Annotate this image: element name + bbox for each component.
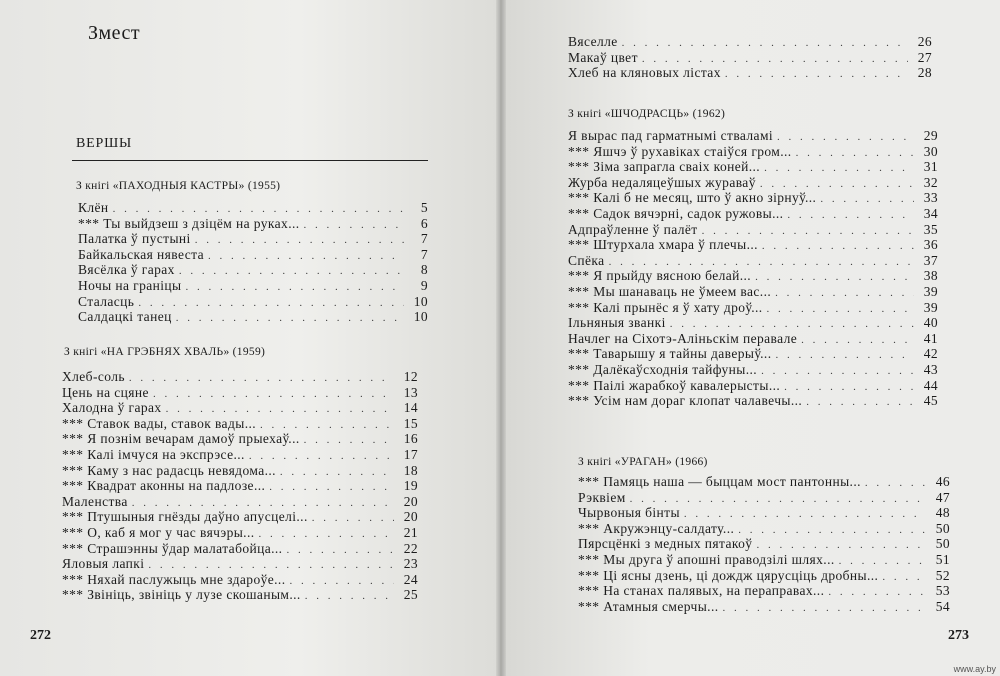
toc-entry-title: *** О, каб я мог у час вячэры... xyxy=(62,524,255,540)
toc-entry-title: *** Штурхала хмара ў плечы... xyxy=(568,237,758,253)
dot-leader xyxy=(286,543,394,559)
dot-leader xyxy=(179,264,404,280)
toc-entry-title: *** Памяць наша — быццам мост пантонны... xyxy=(578,474,861,489)
dot-leader xyxy=(725,67,908,83)
toc-entry-page: 5 xyxy=(420,200,428,215)
toc-entry-page: 6 xyxy=(420,215,428,231)
toc-entry xyxy=(62,400,418,416)
toc-entry-title: Макаў цвет xyxy=(568,49,638,65)
book-heading: З кнігі «УРАГАН» (1966) xyxy=(578,456,708,468)
toc-entry xyxy=(62,385,418,401)
toc-entry-page: 7 xyxy=(420,246,428,262)
toc-entry-page: 38 xyxy=(923,268,938,284)
toc-entry-title: Вяселле xyxy=(568,34,618,49)
section-divider xyxy=(72,160,428,161)
toc-entry xyxy=(578,521,950,537)
toc-entry-title: Чырвоныя бінты xyxy=(578,505,680,521)
toc-entry-title: Я вырас пад гарматнымі стваламі xyxy=(568,128,774,143)
toc-entry xyxy=(62,447,418,463)
toc-entry xyxy=(578,583,950,599)
toc-entry xyxy=(62,587,418,603)
toc-list xyxy=(578,474,950,614)
toc-list xyxy=(568,34,932,81)
dot-leader xyxy=(767,302,914,318)
toc-entry xyxy=(578,552,950,568)
section-title: ВЕРШЫ xyxy=(76,136,133,151)
dot-leader xyxy=(738,523,926,539)
toc-entry xyxy=(568,237,938,253)
dot-leader xyxy=(153,387,394,403)
toc-entry xyxy=(62,494,418,510)
toc-entry-title: *** Ты выйдзеш з дзіцём на руках... xyxy=(78,215,300,231)
toc-entry-page: 40 xyxy=(923,315,938,331)
toc-entry xyxy=(568,144,938,160)
dot-leader xyxy=(775,286,914,302)
dot-leader xyxy=(796,146,914,162)
toc-entry-title: *** Таварышу я тайны даверыў... xyxy=(568,346,772,362)
toc-entry xyxy=(568,222,938,238)
toc-entry-page: 31 xyxy=(923,159,938,175)
toc-entry-page: 53 xyxy=(935,583,950,599)
toc-entry-page: 27 xyxy=(917,49,932,65)
toc-entry-title: Адпраўленне ў палёт xyxy=(568,221,698,237)
toc-entry xyxy=(62,369,418,385)
toc-entry-title: *** Калі прынёс я ў хату дроў... xyxy=(568,299,763,315)
toc-entry xyxy=(78,278,428,294)
dot-leader xyxy=(775,348,914,364)
toc-entry-page: 41 xyxy=(923,330,938,346)
toc-entry-title: *** Зіма запрагла сваіх коней... xyxy=(568,159,761,175)
dot-leader xyxy=(622,36,908,52)
toc-entry-title: *** Звініць, звініць у лузе скошаным... xyxy=(62,587,301,603)
toc-entry xyxy=(78,294,428,310)
dot-leader xyxy=(801,333,914,349)
dot-leader xyxy=(186,280,404,296)
toc-entry-page: 25 xyxy=(403,587,418,603)
toc-entry-page: 10 xyxy=(413,309,428,325)
toc-entry xyxy=(568,362,938,378)
toc-entry-page: 51 xyxy=(935,551,950,567)
toc-entry-page: 18 xyxy=(403,462,418,478)
toc-entry xyxy=(62,541,418,557)
toc-entry xyxy=(568,253,938,269)
dot-leader xyxy=(764,161,914,177)
toc-entry-page: 50 xyxy=(935,536,950,552)
toc-entry-title: Журба недаляцеўшых жураваў xyxy=(568,174,756,190)
book-heading: З кнігі «ПАХОДНЫЯ КАСТРЫ» (1955) xyxy=(76,180,281,192)
toc-entry xyxy=(62,556,418,572)
toc-entry xyxy=(578,474,950,490)
toc-entry xyxy=(62,478,418,494)
dot-leader xyxy=(208,249,404,265)
toc-entry xyxy=(568,206,938,222)
toc-entry-page: 36 xyxy=(923,237,938,253)
toc-entry-title: Клён xyxy=(78,200,109,215)
dot-leader xyxy=(784,380,914,396)
toc-entry-title: Рэквіем xyxy=(578,489,626,505)
dot-leader xyxy=(820,192,914,208)
toc-entry xyxy=(78,262,428,278)
dot-leader xyxy=(828,585,926,601)
toc-entry xyxy=(568,175,938,191)
toc-entry-page: 14 xyxy=(403,400,418,416)
toc-entry xyxy=(568,331,938,347)
toc-entry xyxy=(568,346,938,362)
toc-entry xyxy=(568,284,938,300)
toc-entry xyxy=(62,509,418,525)
toc-entry-page: 47 xyxy=(935,489,950,505)
toc-entry-title: Байкальская нявеста xyxy=(78,246,204,262)
toc-entry-title: *** Ці ясны дзень, ці дождж цярусціць дробны... xyxy=(578,567,879,583)
toc-entry-title: Пярсцёнкі з медных пятакоў xyxy=(578,536,753,552)
dot-leader xyxy=(777,130,914,146)
toc-entry-page: 37 xyxy=(923,252,938,268)
toc-entry-page: 46 xyxy=(935,474,950,489)
dot-leader xyxy=(787,208,914,224)
toc-entry-page: 28 xyxy=(917,65,932,81)
toc-entry-title: *** Птушыныя гнёзды даўно апусцелі... xyxy=(62,509,308,525)
toc-entry-title: *** Усім нам дораг клопат чалавечы... xyxy=(568,393,803,409)
dot-leader xyxy=(762,239,914,255)
toc-entry xyxy=(78,247,428,263)
toc-entry xyxy=(62,463,418,479)
toc-entry-page: 19 xyxy=(403,478,418,494)
toc-entry-page: 39 xyxy=(923,299,938,315)
toc-entry-page: 32 xyxy=(923,174,938,190)
toc-entry xyxy=(78,216,428,232)
dot-leader xyxy=(882,570,926,586)
toc-entry xyxy=(568,315,938,331)
toc-entry-page: 13 xyxy=(403,384,418,400)
toc-entry-title: Сталасць xyxy=(78,293,135,309)
toc-entry-page: 16 xyxy=(403,431,418,447)
toc-list xyxy=(62,369,418,603)
toc-entry-title: Начлег на Сіхотэ-Аліньскім перавале xyxy=(568,330,798,346)
dot-leader xyxy=(723,601,926,617)
toc-entry-title: *** Калі б не месяц, што ў акно зірнуў... xyxy=(568,190,817,206)
dot-leader xyxy=(129,371,394,387)
toc-entry-title: *** Акружэнцу-салдату... xyxy=(578,520,735,536)
toc-entry xyxy=(568,378,938,394)
toc-entry-page: 54 xyxy=(935,598,950,614)
toc-entry-title: *** Няхай паслужыць мне здароўе... xyxy=(62,571,286,587)
dot-leader xyxy=(289,574,394,590)
toc-entry-page: 20 xyxy=(403,493,418,509)
toc-entry-page: 34 xyxy=(923,205,938,221)
toc-entry xyxy=(568,300,938,316)
toc-entry-page: 33 xyxy=(923,190,938,206)
toc-entry xyxy=(78,200,428,216)
toc-entry-title: Халодна ў гарах xyxy=(62,400,162,416)
toc-entry-page: 45 xyxy=(923,393,938,409)
dot-leader xyxy=(304,218,404,234)
toc-entry-title: Спёка xyxy=(568,252,605,268)
toc-entry xyxy=(578,599,950,615)
toc-entry-page: 22 xyxy=(403,540,418,556)
toc-entry-title: *** Садок вячэрні, садок ружовы... xyxy=(568,205,784,221)
dot-leader xyxy=(280,465,394,481)
toc-entry-title: Вясёлка ў гарах xyxy=(78,262,175,278)
dot-leader xyxy=(755,270,914,286)
toc-entry xyxy=(578,568,950,584)
toc-entry-page: 12 xyxy=(403,369,418,384)
book-heading: З кнігі «НА ГРЭБНЯХ ХВАЛЬ» (1959) xyxy=(64,346,266,358)
toc-entry-title: Цень на сцяне xyxy=(62,384,149,400)
toc-entry-page: 8 xyxy=(420,262,428,278)
toc-entry xyxy=(568,128,938,144)
dot-leader xyxy=(312,511,394,527)
toc-entry-page: 26 xyxy=(917,34,932,49)
dot-leader xyxy=(865,476,926,492)
toc-entry-page: 10 xyxy=(413,293,428,309)
toc-entry-title: *** Яшчэ ў рухавіках стаіўся гром... xyxy=(568,143,792,159)
toc-entry-title: Салдацкі танец xyxy=(78,309,172,325)
page-title: Змест xyxy=(88,22,141,44)
dot-leader xyxy=(806,395,914,411)
toc-entry-title: Яловыя лапкі xyxy=(62,556,145,572)
toc-entry xyxy=(568,159,938,175)
toc-entry-title: *** Калі імчуся на экспрэсе... xyxy=(62,446,245,462)
book-gutter xyxy=(496,0,506,676)
toc-entry-page: 20 xyxy=(403,509,418,525)
watermark: www.ay.by xyxy=(953,664,996,674)
toc-entry-page: 17 xyxy=(403,446,418,462)
toc-entry-title: *** Я прыйду вясною белай... xyxy=(568,268,752,284)
toc-entry xyxy=(568,268,938,284)
toc-entry xyxy=(568,65,932,81)
toc-entry-title: *** Я познім вечарам дамоў прыехаў... xyxy=(62,431,300,447)
toc-entry-page: 23 xyxy=(403,556,418,572)
toc-entry-title: Хлеб на кляновых лістах xyxy=(568,65,721,81)
toc-entry-title: Хлеб-соль xyxy=(62,369,125,384)
toc-entry-title: *** Далёкаўсходнія тайфуны... xyxy=(568,361,758,377)
toc-entry xyxy=(78,309,428,325)
toc-entry-title: *** Атамныя смерчы... xyxy=(578,598,719,614)
book-heading: З кнігі «ШЧОДРАСЦЬ» (1962) xyxy=(568,108,726,120)
toc-entry-title: Палатка ў пустыні xyxy=(78,231,191,247)
dot-leader xyxy=(176,311,404,327)
toc-entry-title: *** Ставок вады, ставок вады... xyxy=(62,415,257,431)
toc-entry-title: Ільняныя званкі xyxy=(568,315,666,331)
toc-entry xyxy=(568,34,932,50)
toc-entry-title: Маленства xyxy=(62,493,128,509)
toc-entry xyxy=(62,431,418,447)
toc-entry-title: *** Паілі жарабкоў кавалерысты... xyxy=(568,377,781,393)
toc-entry xyxy=(62,416,418,432)
toc-entry xyxy=(568,393,938,409)
toc-entry-page: 48 xyxy=(935,505,950,521)
toc-entry-title: *** Страшэнны ўдар малатабойца... xyxy=(62,540,283,556)
toc-entry-title: *** Каму з нас радасць невядома... xyxy=(62,462,276,478)
toc-entry-page: 24 xyxy=(403,571,418,587)
toc-entry-title: *** Квадрат аконны на падлозе... xyxy=(62,478,266,494)
toc-entry-page: 44 xyxy=(923,377,938,393)
toc-entry-page: 21 xyxy=(403,524,418,540)
right-page xyxy=(500,0,1000,676)
toc-entry-page: 30 xyxy=(923,143,938,159)
toc-entry-page: 39 xyxy=(923,283,938,299)
dot-leader xyxy=(138,296,404,312)
toc-entry xyxy=(568,190,938,206)
dot-leader xyxy=(304,433,394,449)
toc-entry xyxy=(568,50,932,66)
dot-leader xyxy=(305,589,394,605)
toc-entry-page: 50 xyxy=(935,520,950,536)
toc-entry xyxy=(62,572,418,588)
dot-leader xyxy=(761,364,914,380)
toc-entry xyxy=(62,525,418,541)
toc-entry-title: Ночы на граніцы xyxy=(78,277,182,293)
toc-entry xyxy=(578,536,950,552)
toc-list xyxy=(568,128,938,409)
toc-entry-page: 52 xyxy=(935,567,950,583)
dot-leader xyxy=(195,233,404,249)
toc-entry-page: 9 xyxy=(420,277,428,293)
toc-entry xyxy=(578,505,950,521)
toc-entry-page: 42 xyxy=(923,346,938,362)
toc-entry-page: 29 xyxy=(923,128,938,143)
toc-entry-title: *** На станах палявых, на пераправах... xyxy=(578,583,825,599)
page-number: 273 xyxy=(948,628,969,643)
toc-list xyxy=(78,200,428,325)
toc-entry xyxy=(578,490,950,506)
toc-entry-page: 15 xyxy=(403,415,418,431)
toc-entry-page: 35 xyxy=(923,221,938,237)
toc-entry-page: 43 xyxy=(923,361,938,377)
toc-entry-page: 7 xyxy=(420,231,428,247)
page-number: 272 xyxy=(30,628,51,643)
toc-entry xyxy=(78,231,428,247)
dot-leader xyxy=(269,480,394,496)
toc-entry-title: *** Мы друга ў апошні праводзілі шлях... xyxy=(578,551,835,567)
toc-entry-title: *** Мы шанаваць не ўмеем вас... xyxy=(568,283,772,299)
